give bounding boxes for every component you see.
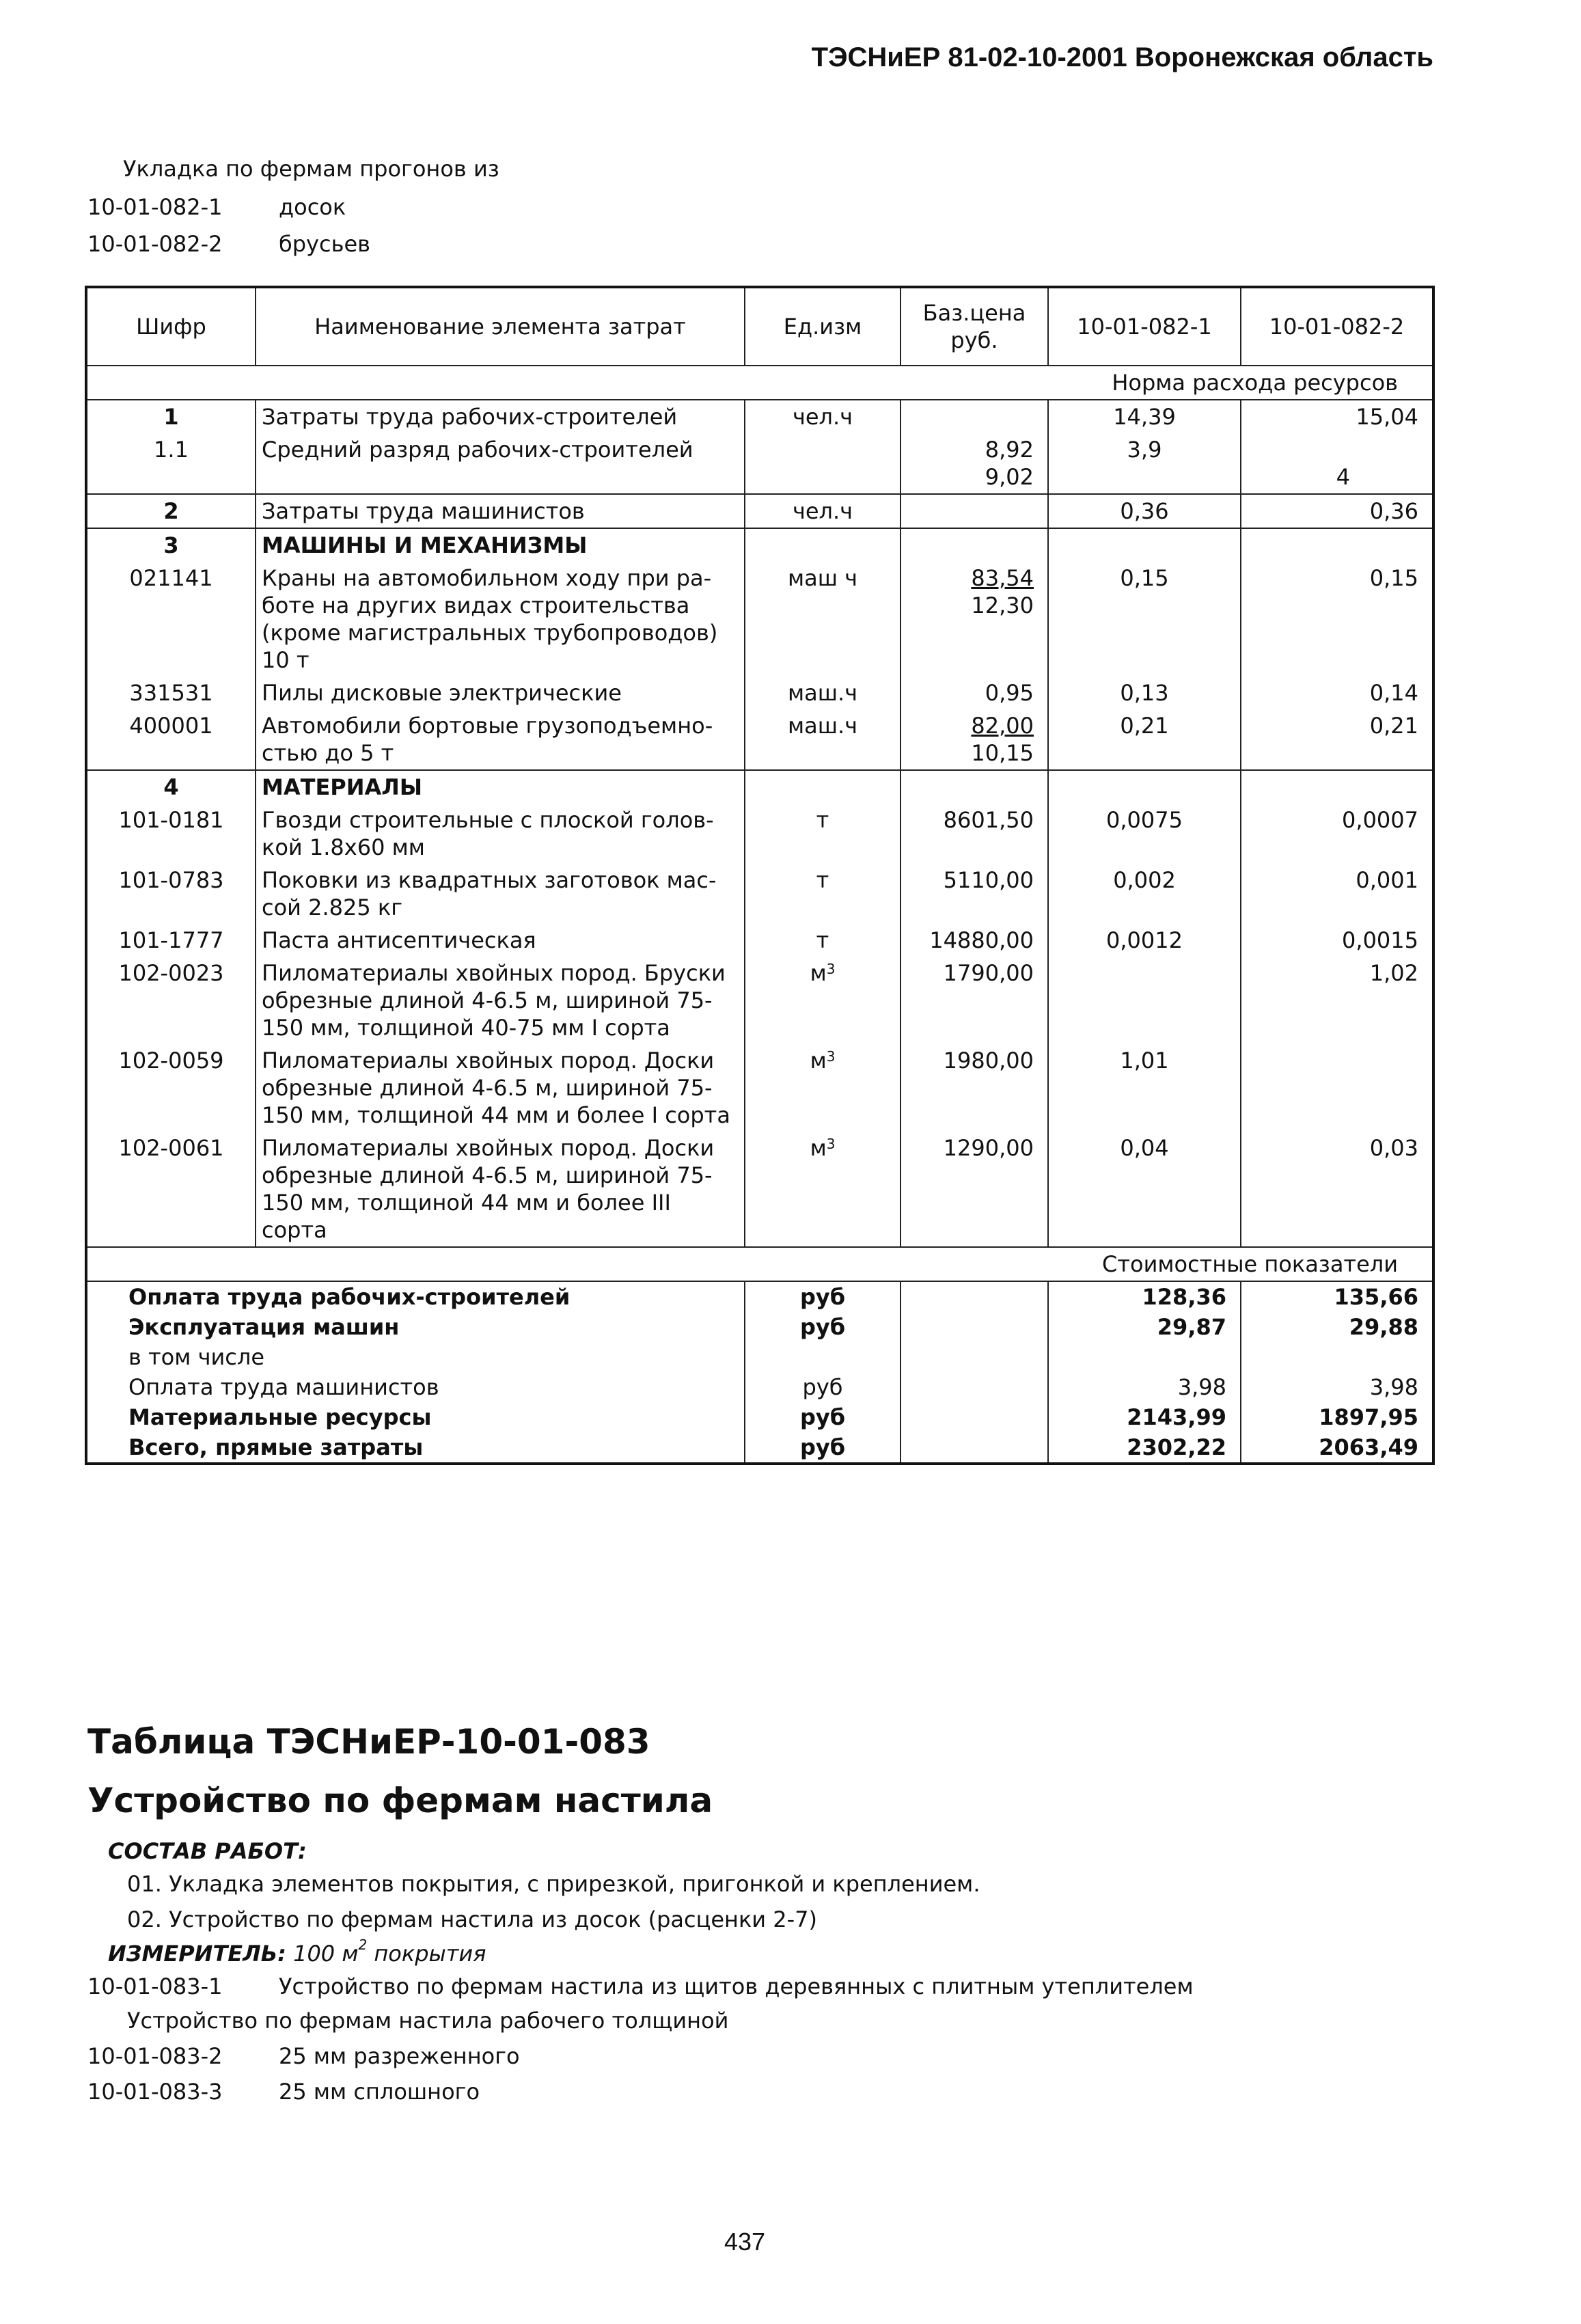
cost-band-row bbox=[86, 1247, 1433, 1281]
norm-band-row bbox=[86, 366, 1433, 400]
work-item-2: 02. Устройство по фермам настила из досок (расценки 2-7) bbox=[127, 1906, 818, 1932]
intro-code-1: 10-01-082-1 bbox=[87, 194, 223, 220]
item-name: 25 мм разреженного bbox=[279, 2043, 520, 2069]
norm-band: Норма расхода ресурсов bbox=[86, 366, 1433, 400]
table-row: 101-1777 Паста антисептическая т 14880,00 0,0012 0,0015 bbox=[86, 924, 1433, 957]
table-row: 102-0061 Пиломатериалы хвойных пород. Доски обрезные длиной 4-6.5 м, шириной 75- 150 мм, толщиной 44 мм и более III сорта $м^3$ 1290,00 0,04 0,03 bbox=[86, 1132, 1433, 1247]
item-name: Устройство по фермам настила из щитов деревянных с плитным утеплителем bbox=[279, 1973, 1194, 1999]
table-header-row bbox=[86, 287, 1433, 366]
intro-title: Укладка по фермам прогонов из bbox=[123, 156, 499, 182]
header-unit: Ед.изм bbox=[745, 287, 901, 366]
table-row: 101-0181 Гвозди строительные с плоской голов- кой 1.8х60 мм т 8601,50 0,0075 0,0007 bbox=[86, 804, 1433, 864]
summary-row: Материальные ресурсы руб 2143,99 1897,95 bbox=[86, 1402, 1433, 1432]
work-item-1: 01. Укладка элементов покрытия, с прирезкой, пригонкой и креплением. bbox=[127, 1871, 980, 1897]
table-row: 1 Затраты труда рабочих-строителей чел.ч 14,39 15,04 bbox=[86, 400, 1433, 433]
header-price: Баз.цена руб. bbox=[901, 287, 1048, 366]
summary-row: Эксплуатация машин руб 29,87 29,88 bbox=[86, 1312, 1433, 1342]
works-label: СОСТАВ РАБОТ: bbox=[108, 1838, 307, 1864]
item-name: 25 мм сплошного bbox=[279, 2079, 480, 2105]
table-row: 400001 Автомобили бортовые грузоподъемно- стью до 5 т маш.ч 82,00 10,15 0,21 0,21 bbox=[86, 709, 1433, 770]
intro-name-1: досок bbox=[279, 194, 346, 220]
table-row: 021141 Краны на автомобильном ходу при ра- боте на других видах строительства (кроме магистральных трубопроводов) 10 т маш ч 83,54 12,30 0,15 0,15 bbox=[86, 562, 1433, 676]
intro-name-2: брусьев bbox=[279, 231, 370, 257]
cost-band: Стоимостные показатели bbox=[86, 1247, 1433, 1281]
table-row: 102-0023 Пиломатериалы хвойных пород. Бруски обрезные длиной 4-6.5 м, шириной 75- 150 мм, толщиной 40-75 мм I сорта $м^3$ 1790,00 1,02 bbox=[86, 957, 1433, 1044]
table-row: 101-0783 Поковки из квадратных заготовок мас- сой 2.825 кг т 5110,00 0,002 0,001 bbox=[86, 864, 1433, 924]
section-subtitle: Устройство по фермам настила bbox=[87, 1781, 713, 1820]
item-code: 10-01-083-3 bbox=[87, 2079, 223, 2105]
item-code: 10-01-083-1 bbox=[87, 1973, 223, 1999]
item-code: 10-01-083-2 bbox=[87, 2043, 223, 2069]
table-row: 1.1 Средний разряд рабочих-строителей 8,92 9,02 3,9 4 bbox=[86, 433, 1433, 494]
summary-row: Оплата труда рабочих-строителей руб 128,36 135,66 bbox=[86, 1281, 1433, 1312]
table-row: 3 МАШИНЫ И МЕХАНИЗМЫ bbox=[86, 528, 1433, 562]
summary-row: в том числе bbox=[86, 1342, 1433, 1372]
table-row: 4 МАТЕРИАЛЫ bbox=[86, 770, 1433, 804]
summary-row: Оплата труда машинистов руб 3,98 3,98 bbox=[86, 1372, 1433, 1402]
document-header: ТЭСНиЕР 81-02-10-2001 Воронежская область bbox=[811, 42, 1433, 72]
header-col2: 10-01-082-2 bbox=[1241, 287, 1433, 366]
table-row: 331531 Пилы дисковые электрические маш.ч 0,95 0,13 0,14 bbox=[86, 676, 1433, 709]
section-title: Таблица ТЭСНиЕР-10-01-083 bbox=[87, 1722, 650, 1762]
header-name: Наименование элемента затрат bbox=[256, 287, 745, 366]
resource-table bbox=[85, 286, 1435, 1465]
section-subhead: Устройство по фермам настила рабочего толщиной bbox=[127, 2008, 729, 2034]
table-row: 2 Затраты труда машинистов чел.ч 0,36 0,36 bbox=[86, 494, 1433, 528]
header-code: Шифр bbox=[86, 287, 256, 366]
summary-row: Всего, прямые затраты руб 2302,22 2063,49 bbox=[86, 1432, 1433, 1464]
page-number: 437 bbox=[724, 2228, 766, 2256]
table-row: 102-0059 Пиломатериалы хвойных пород. Доски обрезные длиной 4-6.5 м, шириной 75- 150 мм, толщиной 44 мм и более I сорта $м^3$ 1980,00 1,01 bbox=[86, 1044, 1433, 1132]
header-col1: 10-01-082-1 bbox=[1048, 287, 1241, 366]
meter-line: ИЗМЕРИТЕЛЬ: 100 $м^2$ покрытия bbox=[108, 1937, 486, 1967]
intro-code-2: 10-01-082-2 bbox=[87, 231, 223, 257]
